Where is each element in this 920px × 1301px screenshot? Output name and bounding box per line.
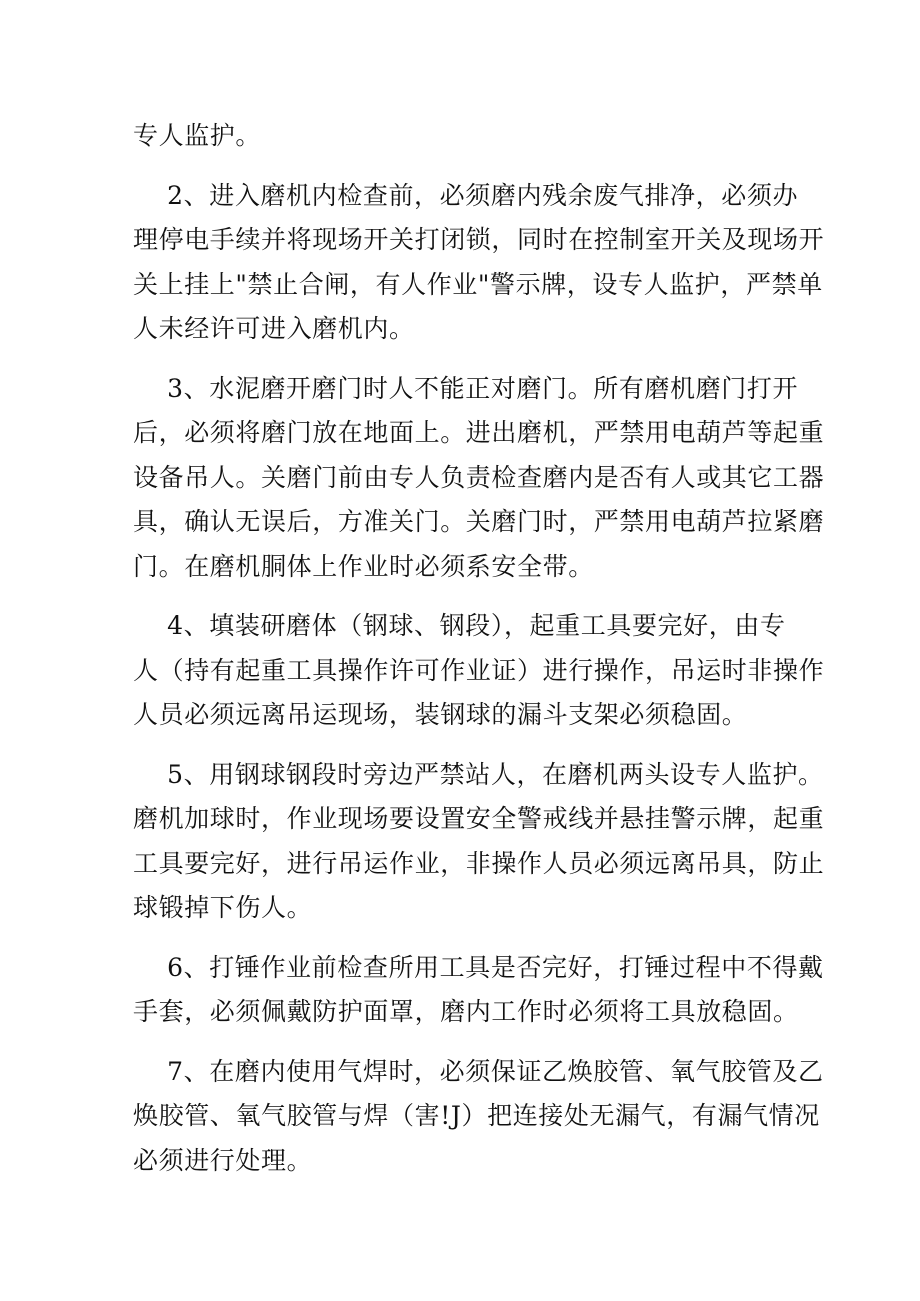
text-line: 具，确认无误后，方准关门。关磨门时，严禁用电葫芦拉紧磨	[133, 507, 825, 536]
text-line: 磨机加球时，作业现场要设置安全警戒线并悬挂警示牌，起重	[133, 804, 825, 833]
text-line: 手套，必须佩戴防护面罩，磨内工作时必须将工具放稳固。	[133, 997, 799, 1026]
text-line: 4、填装研磨体（钢球、钢段），起重工具要完好，由专	[133, 611, 786, 640]
document-body	[133, 114, 825, 1183]
paragraph	[133, 114, 793, 159]
paragraph	[133, 367, 825, 590]
text-line: 人（持有起重工具操作许可作业证）进行操作，吊运时非操作	[133, 655, 825, 685]
text-line: 专人监护。	[133, 121, 262, 150]
text-line: 6、打锤作业前检查所用工具是否完好，打锤过程中不得戴	[133, 952, 824, 982]
text-line: 7、在磨内使用气焊时，必须保证乙焕胶管、氧气胶管及乙	[133, 1056, 824, 1086]
paragraph	[133, 753, 825, 931]
text-line: 设备吊人。关磨门前由专人负责检查磨内是否有人或其它工器	[133, 462, 825, 492]
text-line: 焕胶管、氧气胶管与焊（害!J）把连接处无漏气，有漏气情况	[133, 1101, 820, 1130]
paragraph	[133, 1050, 824, 1184]
paragraph	[133, 604, 825, 738]
text-line: 理停电手续并将现场开关打闭锁，同时在控制室开关及现场开	[133, 225, 825, 254]
text-line: 人员必须远离吊运现场，装钢球的漏斗支架必须稳固。	[133, 700, 748, 729]
text-line: 球锻掉下伤人。	[133, 893, 313, 922]
text-line: 人未经许可进入磨机内。	[133, 314, 415, 343]
text-line: 3、水泥磨开磨门时人不能正对磨门。所有磨机磨门打开	[133, 373, 799, 403]
text-line: 关上挂上"禁止合闸，有人作业"警示牌，设专人监护，严禁单	[133, 269, 823, 299]
paragraph	[133, 946, 824, 1035]
text-line: 5、用钢球钢段时旁边严禁站人，在磨机两头设专人监护。	[133, 759, 824, 789]
text-line: 必须进行处理。	[133, 1145, 313, 1175]
paragraph	[133, 174, 825, 352]
text-line: 后，必须将磨门放在地面上。进出磨机，严禁用电葫芦等起重	[133, 418, 825, 447]
text-line: 工具要完好，进行吊运作业，非操作人员必须远离吊具，防止	[133, 848, 825, 878]
text-line: 门。在磨机胴体上作业时必须系安全带。	[133, 551, 594, 581]
text-line: 2、进入磨机内检查前，必须磨内残余废气排净，必须办	[133, 180, 799, 210]
